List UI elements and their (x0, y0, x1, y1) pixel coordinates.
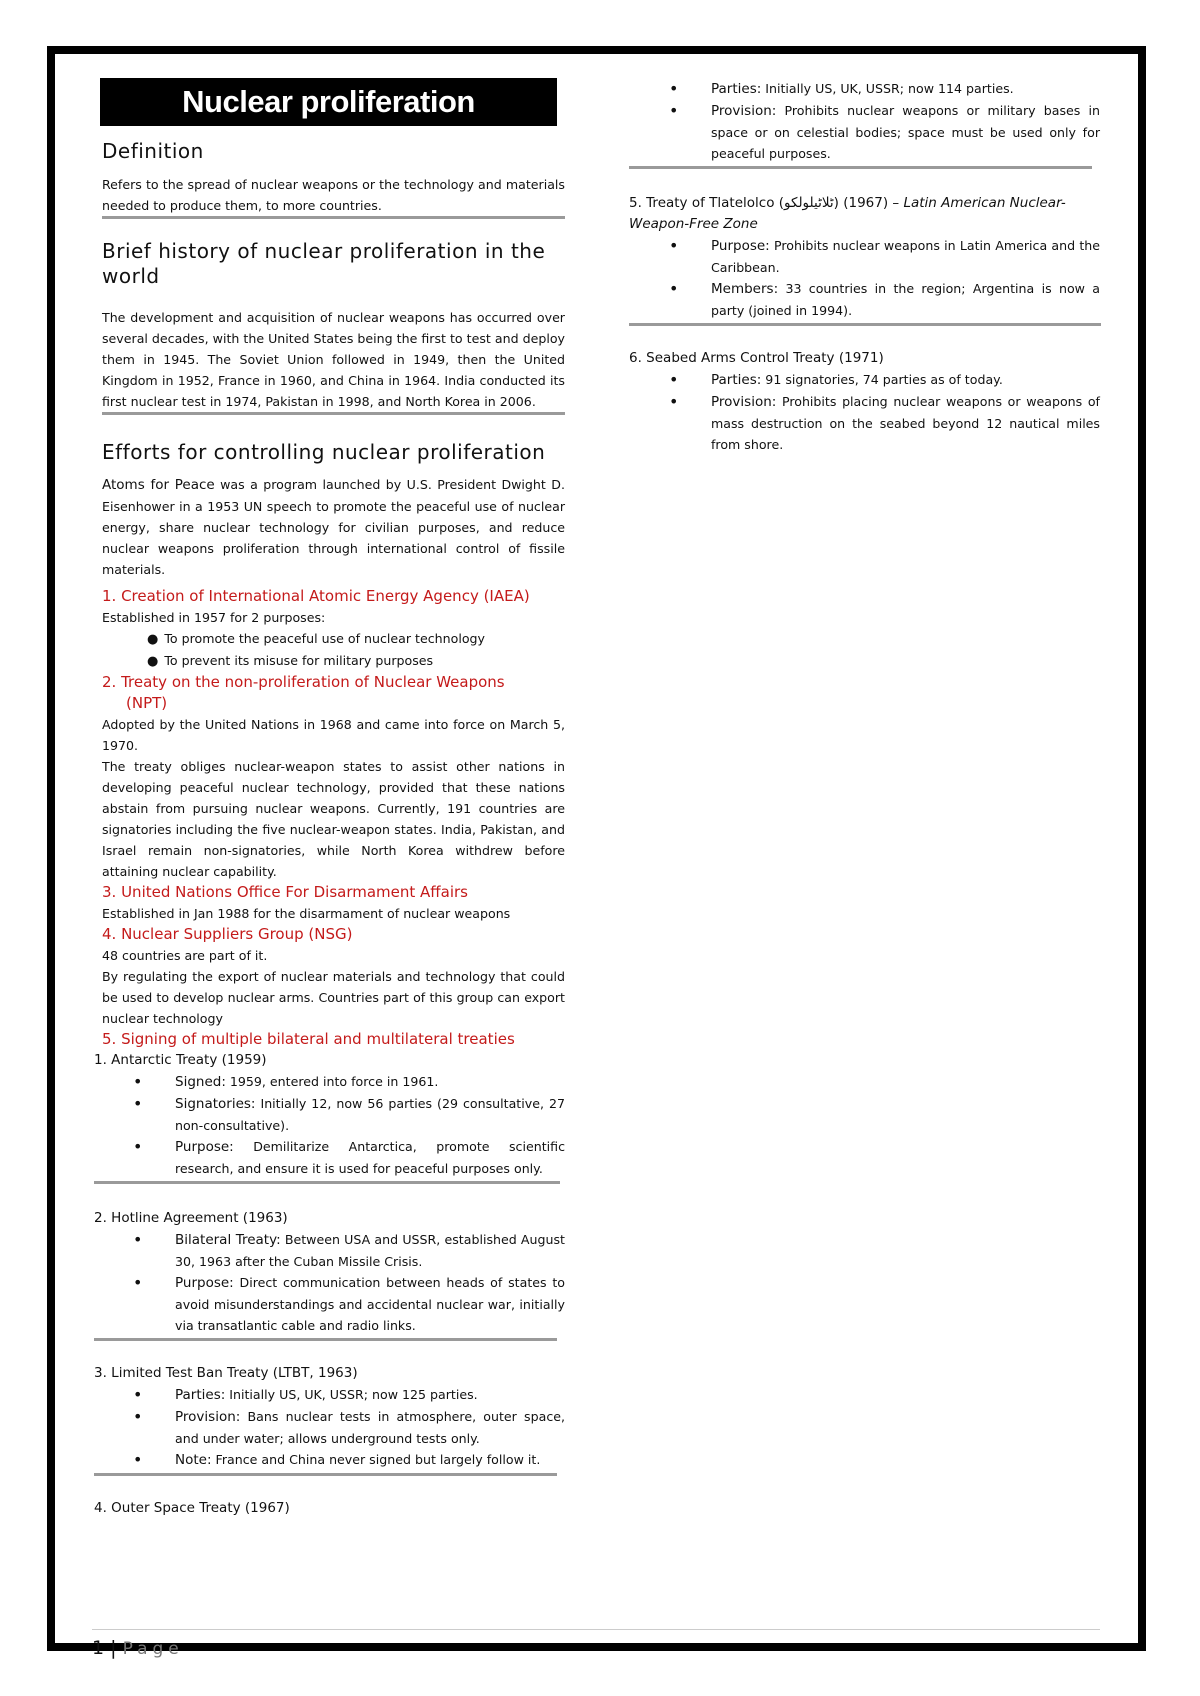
npt-heading-abbr: (NPT) (126, 694, 168, 712)
unoda-text: Established in Jan 1988 for the disarmament of nuclear weapons (102, 906, 511, 921)
iaea-text: Established in 1957 for 2 purposes: (102, 610, 326, 625)
list-item: • Purpose: Direct communication between heads of states to avoid misunderstandings and accidental nuclear war, initially via transatlantic cable and radio links. (175, 1272, 565, 1336)
definition-heading: Definition (102, 139, 204, 163)
ltbt-title: 3. Limited Test Ban Treaty (LTBT, 1963) (94, 1365, 358, 1381)
history-text: The development and acquisition of nuclear weapons has occurred over several decades, with the United States being the first to test and deploy them in 1945. The Soviet Union followed in 1949, then the United Kingdom in 1952, France in 1960, and China in 1964. India conducted its first nuclear test in 1974, Pakistan in 1998, and North Korea in 2006. (102, 310, 565, 409)
atoms-for-peace-text: Atoms for Peace was a program launched by U.S. President Dwight D. Eisenhower in a 1953 UN speech to promote the peaceful use of nuclear energy, share nuclear technology for civilian purposes, and reduce nuclear weapons proliferation through international control of fissile materials. (102, 477, 565, 577)
page-title: Nuclear proliferation (100, 78, 557, 126)
tlatelolco-subtitle: Latin American Nuclear-Weapon-Free Zone (629, 195, 1066, 232)
list-item: • Signatories: Initially 12, now 56 parties (29 consultative, 27 non-consultative). (175, 1093, 565, 1136)
list-item: • Provision: Bans nuclear tests in atmosphere, outer space, and under water; allows underground tests only. (175, 1406, 565, 1449)
page-label: Page (122, 1639, 184, 1659)
npt-adopted: Adopted by the United Nations in 1968 and came into force on March 5, 1970. (102, 717, 565, 753)
list-item: • Parties: Initially US, UK, USSR; now 125 parties. (175, 1384, 565, 1406)
treaties-heading: 5. Signing of multiple bilateral and multilateral treaties (102, 1030, 515, 1048)
unoda-heading: 3. United Nations Office For Disarmament Affairs (102, 883, 468, 901)
list-item: • Provision: Prohibits nuclear weapons or military bases in space or on celestial bodies; space must be used only for peaceful purposes. (711, 100, 1100, 164)
list-item: • Signed: 1959, entered into force in 1961. (175, 1071, 565, 1093)
antarctic-treaty-title: 1. Antarctic Treaty (1959) (94, 1052, 267, 1068)
atoms-for-peace-label: Atoms for Peace (102, 477, 215, 493)
seabed-treaty-list (627, 369, 1100, 455)
list-item: ● To prevent its misuse for military purposes (147, 650, 565, 672)
tlatelolco-list (627, 235, 1100, 321)
nsg-count: 48 countries are part of it. (102, 948, 268, 963)
footer-divider (92, 1629, 1100, 1630)
seabed-treaty-title: 6. Seabed Arms Control Treaty (1971) (629, 350, 884, 366)
list-item: • Note: France and China never signed but largely follow it. (175, 1449, 565, 1471)
list-item: • Purpose: Prohibits nuclear weapons in Latin America and the Caribbean. (711, 235, 1100, 278)
outer-space-treaty-list (627, 78, 1100, 164)
list-item: • Bilateral Treaty: Between USA and USSR, established August 30, 1963 after the Cuban Missile Crisis. (175, 1229, 565, 1272)
right-column (627, 78, 1100, 455)
list-item: ● To promote the peaceful use of nuclear technology (147, 628, 565, 650)
left-column (92, 78, 565, 1519)
page-footer (92, 1634, 184, 1663)
tlatelolco-title: 5. Treaty of Tlatelolco (ٹلاٹیلولکو) (1967) – Latin American Nuclear-Weapon-Free Zone (629, 195, 1066, 232)
efforts-heading: Efforts for controlling nuclear proliferation (102, 440, 546, 464)
page-number: 1 (92, 1637, 105, 1659)
list-item: • Parties: Initially US, UK, USSR; now 114 parties. (711, 78, 1100, 100)
ltbt-list (92, 1384, 565, 1471)
nsg-heading: 4. Nuclear Suppliers Group (NSG) (102, 925, 353, 943)
list-item: • Provision: Prohibits placing nuclear weapons or weapons of mass destruction on the seabed beyond 12 nautical miles from shore. (711, 391, 1100, 455)
outer-space-treaty-title: 4. Outer Space Treaty (1967) (94, 1500, 290, 1516)
list-item: • Members: 33 countries in the region; Argentina is now a party (joined in 1994). (711, 278, 1100, 321)
npt-heading: 2. Treaty on the non-proliferation of Nuclear Weapons (102, 673, 505, 691)
history-heading: Brief history of nuclear proliferation in the world (102, 239, 546, 288)
nsg-text: By regulating the export of nuclear materials and technology that could be used to develop nuclear arms. Countries part of this group can export nuclear technology (102, 969, 565, 1026)
footer-separator: | (110, 1637, 117, 1659)
antarctic-treaty-list (92, 1071, 565, 1179)
iaea-purpose-list (92, 628, 565, 672)
npt-text: The treaty obliges nuclear-weapon states to assist other nations in developing peaceful nuclear technology, provided that these nations abstain from pursuing nuclear weapons. Currently, 191 countries are signatories including the five nuclear-weapon states. India, Pakistan, and Israel remain non-signatories, while North Korea withdrew before attaining nuclear capability. (102, 759, 565, 879)
iaea-heading: 1. Creation of International Atomic Energy Agency (IAEA) (102, 587, 530, 605)
hotline-agreement-list (92, 1229, 565, 1336)
list-item: • Parties: 91 signatories, 74 parties as of today. (711, 369, 1100, 391)
definition-text: Refers to the spread of nuclear weapons or the technology and materials needed to produce them, to more countries. (102, 177, 565, 213)
hotline-agreement-title: 2. Hotline Agreement (1963) (94, 1210, 288, 1226)
list-item: • Purpose: Demilitarize Antarctica, promote scientific research, and ensure it is used for peaceful purposes only. (175, 1136, 565, 1179)
